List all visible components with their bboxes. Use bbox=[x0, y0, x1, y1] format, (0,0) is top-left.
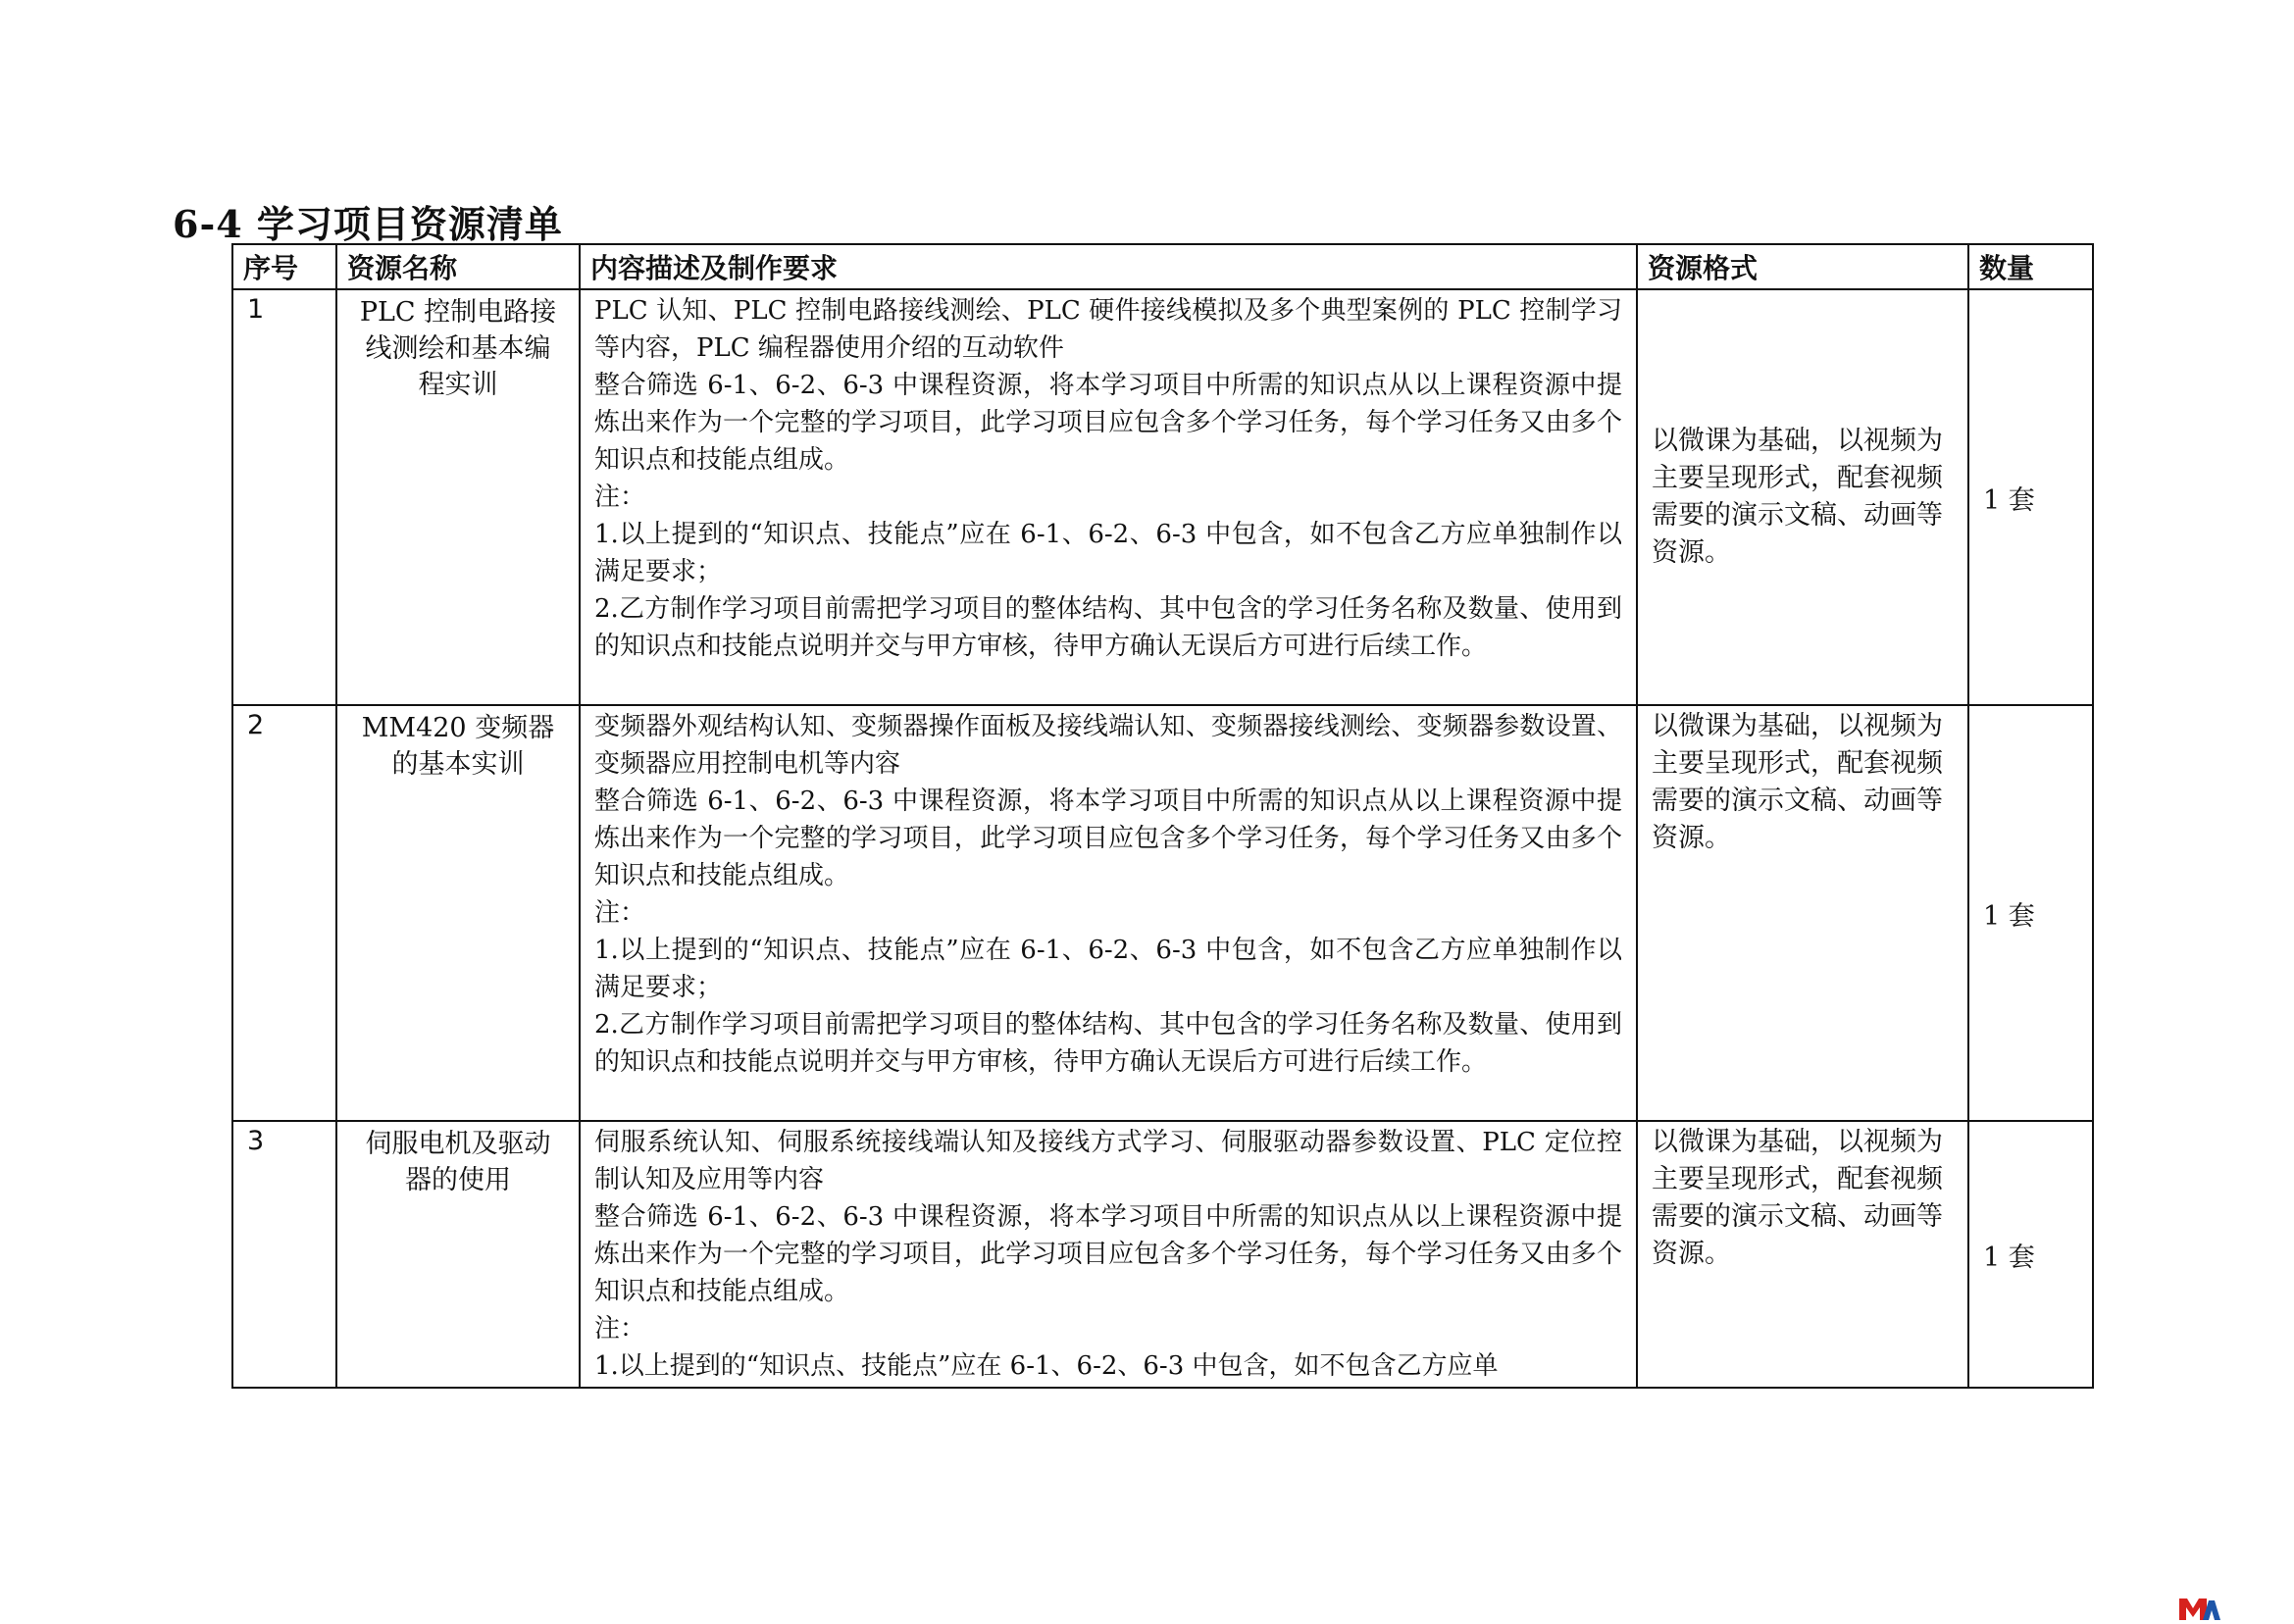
desc-line: 整合筛选 6-1、6-2、6-3 中课程资源，将本学习项目中所需的知识点从以上课程资源中提炼出来作为一个完整的学习项目，此学习项目应包含多个学习任务，每个学习任务又由多个知识点和技能点组成。 bbox=[594, 371, 1622, 475]
row-number: 1 bbox=[232, 289, 336, 705]
resource-name: PLC 控制电路接线测绘和基本编程实训 bbox=[336, 289, 580, 705]
table-row bbox=[232, 705, 2093, 1121]
resource-name: 伺服电机及驱动器的使用 bbox=[336, 1121, 580, 1388]
table-row bbox=[232, 289, 2093, 705]
desc-line: 变频器外观结构认知、变频器操作面板及接线端认知、变频器接线测绘、变频器参数设置、变频器应用控制电机等内容 bbox=[594, 712, 1622, 779]
desc-line: 1.以上提到的“知识点、技能点”应在 6-1、6-2、6-3 中包含，如不包含乙方应单 bbox=[594, 1351, 1499, 1381]
brand-logo-icon bbox=[2177, 1597, 2220, 1620]
desc-line: 注： bbox=[594, 482, 646, 512]
row-number: 2 bbox=[232, 705, 336, 1121]
resource-description bbox=[580, 705, 1637, 1121]
desc-line: 2.乙方制作学习项目前需把学习项目的整体结构、其中包含的学习任务名称及数量、使用到的知识点和技能点说明并交与甲方审核，待甲方确认无误后方可进行后续工作。 bbox=[594, 1010, 1622, 1077]
header-desc: 内容描述及制作要求 bbox=[580, 244, 1637, 289]
desc-line: 伺服系统认知、伺服系统接线端认知及接线方式学习、伺服驱动器参数设置、PLC 定位控制认知及应用等内容 bbox=[594, 1128, 1622, 1194]
resource-format: 以微课为基础，以视频为主要呈现形式，配套视频需要的演示文稿、动画等资源。 bbox=[1637, 289, 1968, 705]
resource-description bbox=[580, 1121, 1637, 1388]
desc-line: PLC 认知、PLC 控制电路接线测绘、PLC 硬件接线模拟及多个典型案例的 PLC 控制学习等内容，PLC 编程器使用介绍的互动软件 bbox=[594, 296, 1622, 363]
page-title: 6-4 学习项目资源清单 bbox=[173, 202, 563, 246]
resource-name: MM420 变频器的基本实训 bbox=[336, 705, 580, 1121]
desc-line: 1.以上提到的“知识点、技能点”应在 6-1、6-2、6-3 中包含，如不包含乙方应单独制作以满足要求； bbox=[594, 936, 1622, 1002]
resource-format: 以微课为基础，以视频为主要呈现形式，配套视频需要的演示文稿、动画等资源。 bbox=[1637, 1121, 1968, 1388]
resource-table bbox=[231, 243, 2094, 1389]
table-header-row bbox=[232, 244, 2093, 289]
resource-quantity: 1 套 bbox=[1968, 1121, 2093, 1388]
header-qty: 数量 bbox=[1968, 244, 2093, 289]
table-row bbox=[232, 1121, 2093, 1388]
resource-description bbox=[580, 289, 1637, 705]
desc-line: 注： bbox=[594, 1314, 646, 1344]
row-number: 3 bbox=[232, 1121, 336, 1388]
header-no: 序号 bbox=[232, 244, 336, 289]
desc-line: 1.以上提到的“知识点、技能点”应在 6-1、6-2、6-3 中包含，如不包含乙方应单独制作以满足要求； bbox=[594, 520, 1622, 586]
desc-line: 整合筛选 6-1、6-2、6-3 中课程资源，将本学习项目中所需的知识点从以上课程资源中提炼出来作为一个完整的学习项目，此学习项目应包含多个学习任务，每个学习任务又由多个知识点和技能点组成。 bbox=[594, 1202, 1622, 1306]
resource-format: 以微课为基础，以视频为主要呈现形式，配套视频需要的演示文稿、动画等资源。 bbox=[1637, 705, 1968, 1121]
resource-quantity: 1 套 bbox=[1968, 289, 2093, 705]
header-name: 资源名称 bbox=[336, 244, 580, 289]
desc-line: 注： bbox=[594, 898, 646, 928]
resource-quantity: 1 套 bbox=[1968, 705, 2093, 1121]
desc-line: 整合筛选 6-1、6-2、6-3 中课程资源，将本学习项目中所需的知识点从以上课程资源中提炼出来作为一个完整的学习项目，此学习项目应包含多个学习任务，每个学习任务又由多个知识点和技能点组成。 bbox=[594, 787, 1622, 890]
desc-line: 2.乙方制作学习项目前需把学习项目的整体结构、其中包含的学习任务名称及数量、使用到的知识点和技能点说明并交与甲方审核，待甲方确认无误后方可进行后续工作。 bbox=[594, 594, 1622, 661]
header-format: 资源格式 bbox=[1637, 244, 1968, 289]
